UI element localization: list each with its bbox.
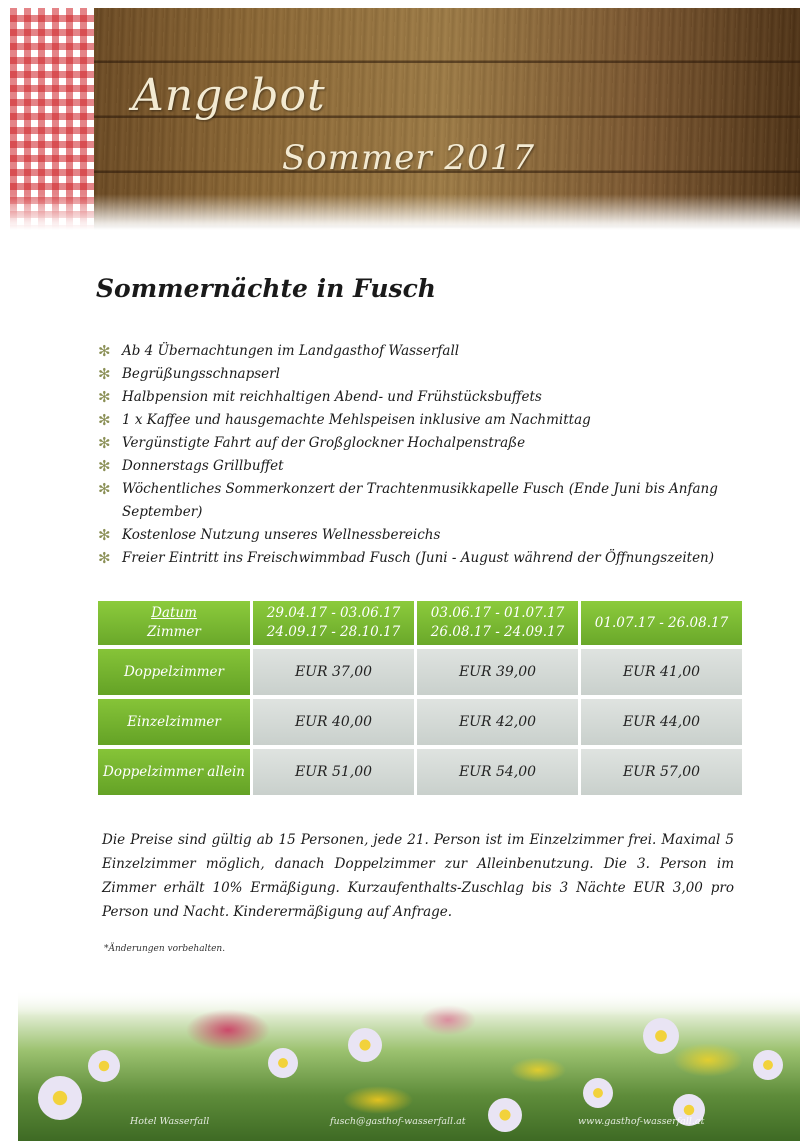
price-cell: EUR 42,00: [417, 699, 578, 745]
edelweiss-icon: ✻: [98, 365, 111, 383]
header-banner: [10, 8, 800, 230]
price-cell: EUR 37,00: [253, 649, 414, 695]
list-item: ✻ Freier Eintritt ins Freischwimmbad Fusch (Juni - August während der Öffnungszeiten): [98, 549, 715, 567]
period-line: 29.04.17 - 03.06.17: [266, 605, 401, 621]
period-header: [417, 601, 578, 645]
table-header-row: [98, 601, 742, 645]
edelweiss-icon: ✻: [98, 388, 111, 406]
price-cell: EUR 57,00: [581, 749, 742, 795]
price-cell: EUR 51,00: [253, 749, 414, 795]
table-row: [98, 649, 742, 695]
price-cell: EUR 40,00: [253, 699, 414, 745]
daisy-flower: [348, 1028, 382, 1062]
list-item: ✻ Wöchentliches Sommerkonzert der Trachtenmusikkapelle Fusch (Ende Juni bis Anfang September): [98, 480, 718, 520]
table-row: [98, 749, 742, 795]
header-fade: [10, 194, 800, 230]
period-line: 26.08.17 - 24.09.17: [430, 624, 565, 640]
daisy-flower: [583, 1078, 613, 1108]
daisy-flower: [268, 1048, 298, 1078]
list-item: ✻ Kostenlose Nutzung unseres Wellnessbereichs: [98, 526, 441, 544]
footer-website: www.gasthof-wasserfall.at: [578, 1116, 705, 1127]
period-line: 03.06.17 - 01.07.17: [430, 605, 565, 621]
offer-title: Angebot: [132, 70, 326, 121]
date-header: Datum: [151, 605, 197, 621]
footer-meadow: [18, 990, 800, 1141]
pricing-notes: Die Preise sind gültig ab 15 Personen, jede 21. Person ist im Einzelzimmer frei. Maximal 5 Einzelzimmer möglich, danach Doppelzimmer zur Alleinbenutzung. Die 3. Person im Zimmer erhält 10% Ermäßigung. Kurzaufenthalts-Zuschlag bis 3 Nächte EUR 3,00 pro Person und Nacht. Kinderermäßigung auf Anfrage.: [102, 832, 734, 920]
room-type-label: Einzelzimmer: [98, 699, 250, 745]
price-cell: EUR 41,00: [581, 649, 742, 695]
price-table: [95, 597, 745, 799]
period-line: 01.07.17 - 26.08.17: [594, 614, 729, 631]
list-item: ✻ Halbpension mit reichhaltigen Abend- und Frühstücksbuffets: [98, 388, 542, 406]
edelweiss-icon: ✻: [98, 434, 111, 452]
edelweiss-icon: ✻: [98, 411, 111, 429]
price-cell: EUR 39,00: [417, 649, 578, 695]
footer-hotel-name: Hotel Wasserfall: [130, 1116, 210, 1127]
daisy-flower: [88, 1050, 120, 1082]
daisy-flower: [38, 1076, 82, 1120]
edelweiss-icon: ✻: [98, 549, 111, 567]
list-item: ✻ Donnerstags Grillbuffet: [98, 457, 284, 475]
daisy-flower: [753, 1050, 783, 1080]
edelweiss-icon: ✻: [98, 457, 111, 475]
page-heading: Sommernächte in Fusch: [96, 274, 436, 303]
daisy-flower: [488, 1098, 522, 1132]
price-cell: EUR 44,00: [581, 699, 742, 745]
period-line: 24.09.17 - 28.10.17: [266, 624, 401, 640]
footer-fade: [18, 990, 800, 1016]
table-row: [98, 699, 742, 745]
table-corner-header: [98, 601, 250, 645]
price-cell: EUR 54,00: [417, 749, 578, 795]
footer-email: fusch@gasthof-wasserfall.at: [330, 1116, 466, 1127]
room-type-label: Doppelzimmer allein: [98, 749, 250, 795]
disclaimer: *Änderungen vorbehalten.: [104, 944, 226, 954]
feature-list: [96, 340, 736, 570]
daisy-flower: [643, 1018, 679, 1054]
edelweiss-icon: ✻: [98, 480, 111, 498]
list-item: ✻ Vergünstigte Fahrt auf der Großglockner Hochalpenstraße: [98, 434, 526, 452]
edelweiss-icon: ✻: [98, 342, 111, 360]
room-header: Zimmer: [147, 624, 201, 640]
offer-subtitle: Sommer 2017: [282, 138, 535, 178]
edelweiss-icon: ✻: [98, 526, 111, 544]
period-header: [581, 601, 742, 645]
list-item: ✻ 1 x Kaffee und hausgemachte Mehlspeisen inklusive am Nachmittag: [98, 411, 591, 429]
room-type-label: Doppelzimmer: [98, 649, 250, 695]
list-item: ✻ Ab 4 Übernachtungen im Landgasthof Wasserfall: [98, 342, 460, 360]
period-header: [253, 601, 414, 645]
list-item: ✻ Begrüßungsschnapserl: [98, 365, 280, 383]
